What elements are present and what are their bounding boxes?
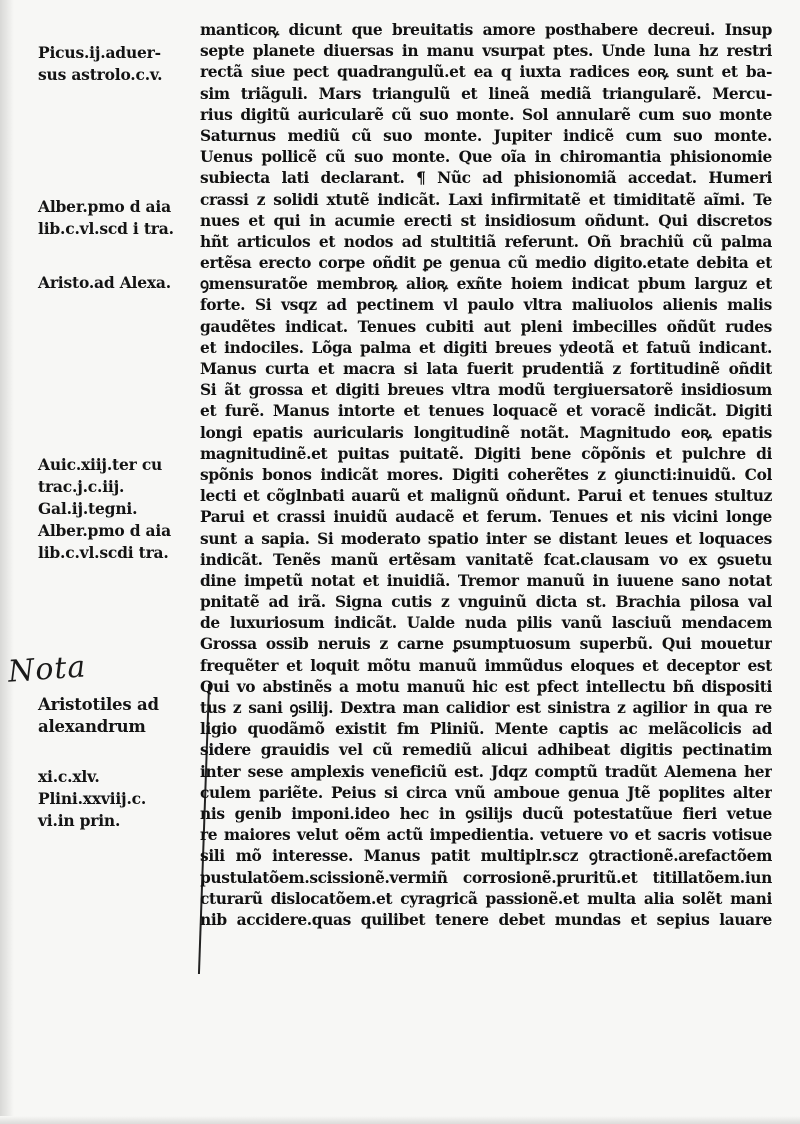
text-line: tus z sani ꝯsilij. Dextra man calidior est sinistra z agilior in qua re xyxy=(200,699,772,717)
text-line: Manus curta et macra si lata fuerit prudentiã z fortitudinẽ oñdit xyxy=(200,360,772,378)
text-line xyxy=(200,931,772,952)
text-line: ertẽsa erecto corpe oñdit ꝑe genua cũ medio digito.etate debita et xyxy=(200,254,772,273)
text-line: culem pariẽte. Peius si circa vnũ amboue genua Jtẽ poplites alter xyxy=(200,783,772,802)
text-line: manticoꝶ dicunt que breuitatis amore posthabere decreui. Insup xyxy=(200,21,772,39)
text-line: Parui et crassi inuidũ audacẽ et ferum. Tenues et nis vicini longe xyxy=(200,508,772,527)
text-line: nues et qui in acumie erecti st insidiosum oñdunt. Qui discretos xyxy=(200,211,772,230)
text-line: sidere grauidis vel cũ remediũ alicui adhibeat digitis pectinatim xyxy=(200,741,772,760)
text-line: hñt articulos et nodos ad stultitiã referunt. Oñ brachiũ cũ palma xyxy=(200,232,772,251)
main-text-block xyxy=(200,20,772,952)
text-line: Saturnus mediũ cũ suo monte. Jupiter indicẽ cum suo monte. xyxy=(200,126,772,145)
text-line: sili mõ interesse. Manus patit multiplr.scz ꝯtractionẽ.arefactõem xyxy=(200,847,772,866)
text-line: spõnis bonos indicãt mores. Digiti coherẽtes z ꝯiuncti:inuidũ. Col xyxy=(200,465,772,484)
text-line: inter sese amplexis veneficiũ est. Jdqz comptũ tradũt Alemena her xyxy=(200,762,772,781)
text-line: septe planete diuersas in manu vsurpat ptes. Unde luna hz restri xyxy=(200,42,772,61)
text-line: nib accidere.quas quilibet tenere debet mundas et sepius lauare xyxy=(200,910,772,929)
text-line: gaudẽtes indicat. Tenues cubiti aut pleni imbecilles oñdũt rudes xyxy=(200,317,772,336)
text-line: crassi z solidi xtutẽ indicãt. Laxi infirmitatẽ et timiditatẽ aĩmi. Te xyxy=(200,190,772,209)
text-line: Si ãt grossa et digiti breues vltra modũ tergiuersatorẽ insidiosum xyxy=(200,381,772,400)
text-line: sunt a sapia. Si moderato spatio inter se distant leues et loquaces xyxy=(200,529,772,548)
text-line: cturarũ dislocatõem.et cyragricã passionẽ.et multa alia solẽt mani xyxy=(200,889,772,908)
text-line: rius digitũ auricularẽ cũ suo monte. Sol annularẽ cum suo monte xyxy=(200,105,772,124)
text-line: Uenus pollicẽ cũ suo monte. Que oĩa in chiromantia phisionomie xyxy=(200,148,772,167)
margin-note-aristo: Aristo.ad Alexa. xyxy=(38,273,171,292)
margin-note-plini: xi.c.xlv. Plini.xxviij.c. vi.in prin. xyxy=(38,767,147,830)
text-line: magnitudinẽ.et puitas puitatẽ. Digiti bene cõpõnis et pulchre di xyxy=(200,444,772,463)
text-line: et furẽ. Manus intorte et tenues loquacẽ et voracẽ indicãt. Digiti xyxy=(200,402,772,421)
text-line: pustulatõem.scissionẽ.vermiñ corrosionẽ.pruritũ.et titillatõem.iun xyxy=(200,868,772,887)
text-line: Qui vo abstinẽs a motu manuũ hic est pfect intellectu bñ dispositi xyxy=(200,677,772,696)
text-line: de luxuriosum indicãt. Ualde nuda pilis vanũ lasciuũ mendacem xyxy=(200,614,772,633)
page-binding-shadow xyxy=(0,0,14,1124)
text-line: frequẽter et loquit mõtu manuũ immũdus eloques et deceptor est xyxy=(200,656,772,675)
text-line: lecti et cõglnbati auarũ et malignũ oñdunt. Parui et tenues stultuz xyxy=(200,487,772,506)
margin-note-aristotiles: Aristotiles ad alexandrum xyxy=(38,695,159,736)
text-line: re maiores velut oẽm actũ impedientia. vetuere vo et sacris votisue xyxy=(200,826,772,845)
text-line: subiecta lati declarant. ¶ Nũc ad phisionomiã accedat. Humeri xyxy=(200,169,772,188)
handwritten-nota: Nota xyxy=(6,649,88,690)
text-line: ꝯmensuratõe membroꝶ alioꝶ exñte hoiem indicat pbum larguz et xyxy=(200,275,772,294)
text-line: sim triãguli. Mars triangulũ et lineã mediã triangularẽ. Mercu- xyxy=(200,84,772,103)
text-line: Grossa ossib neruis z carne ꝑsumptuosum superbũ. Qui mouetur xyxy=(200,635,772,654)
margin-note-alber-1: Alber.pmo d aia lib.c.vl.scd i tra. xyxy=(38,197,174,238)
text-line: et indociles. Lõga palma et digiti breues ydeotã et fatuũ indicant. xyxy=(200,338,772,357)
text-line: ligio quodãmõ existit fm Pliniũ. Mente captis ac melãcolicis ad xyxy=(200,720,772,739)
text-line: longi epatis auricularis longitudinẽ notãt. Magnitudo eoꝶ epatis xyxy=(200,423,772,442)
text-line: indicãt. Tenẽs manũ ertẽsam vanitatẽ fcat.clausam vo ex ꝯsuetu xyxy=(200,550,772,569)
margin-notes xyxy=(38,28,190,928)
text-line: forte. Si vsqz ad pectinem vl paulo vltra maliuolos alienis malis xyxy=(200,296,772,315)
margin-note-auic: Auic.xiij.ter cu trac.j.c.iij. Gal.ij.tegni. Alber.pmo d aia lib.c.vl.scdi tra. xyxy=(38,455,171,562)
margin-note-picus: Picus.ij.aduer- sus astrolo.c.v. xyxy=(38,43,163,84)
text-line: pnitatẽ ad irã. Signa cutis z vnguinũ dicta st. Brachia pilosa val xyxy=(200,593,772,612)
text-line: rectã siue pect quadrangulũ.et ea q iuxta radices eoꝶ sunt et ba- xyxy=(200,63,772,82)
text-line: nis genib imponi.ideo hec in ꝯsilijs ducũ potestatũue fieri vetue xyxy=(200,804,772,823)
page-bottom-shadow xyxy=(0,1116,800,1124)
text-line: dine impetũ notat et inuidiã. Tremor manuũ in iuuene sano notat xyxy=(200,571,772,590)
